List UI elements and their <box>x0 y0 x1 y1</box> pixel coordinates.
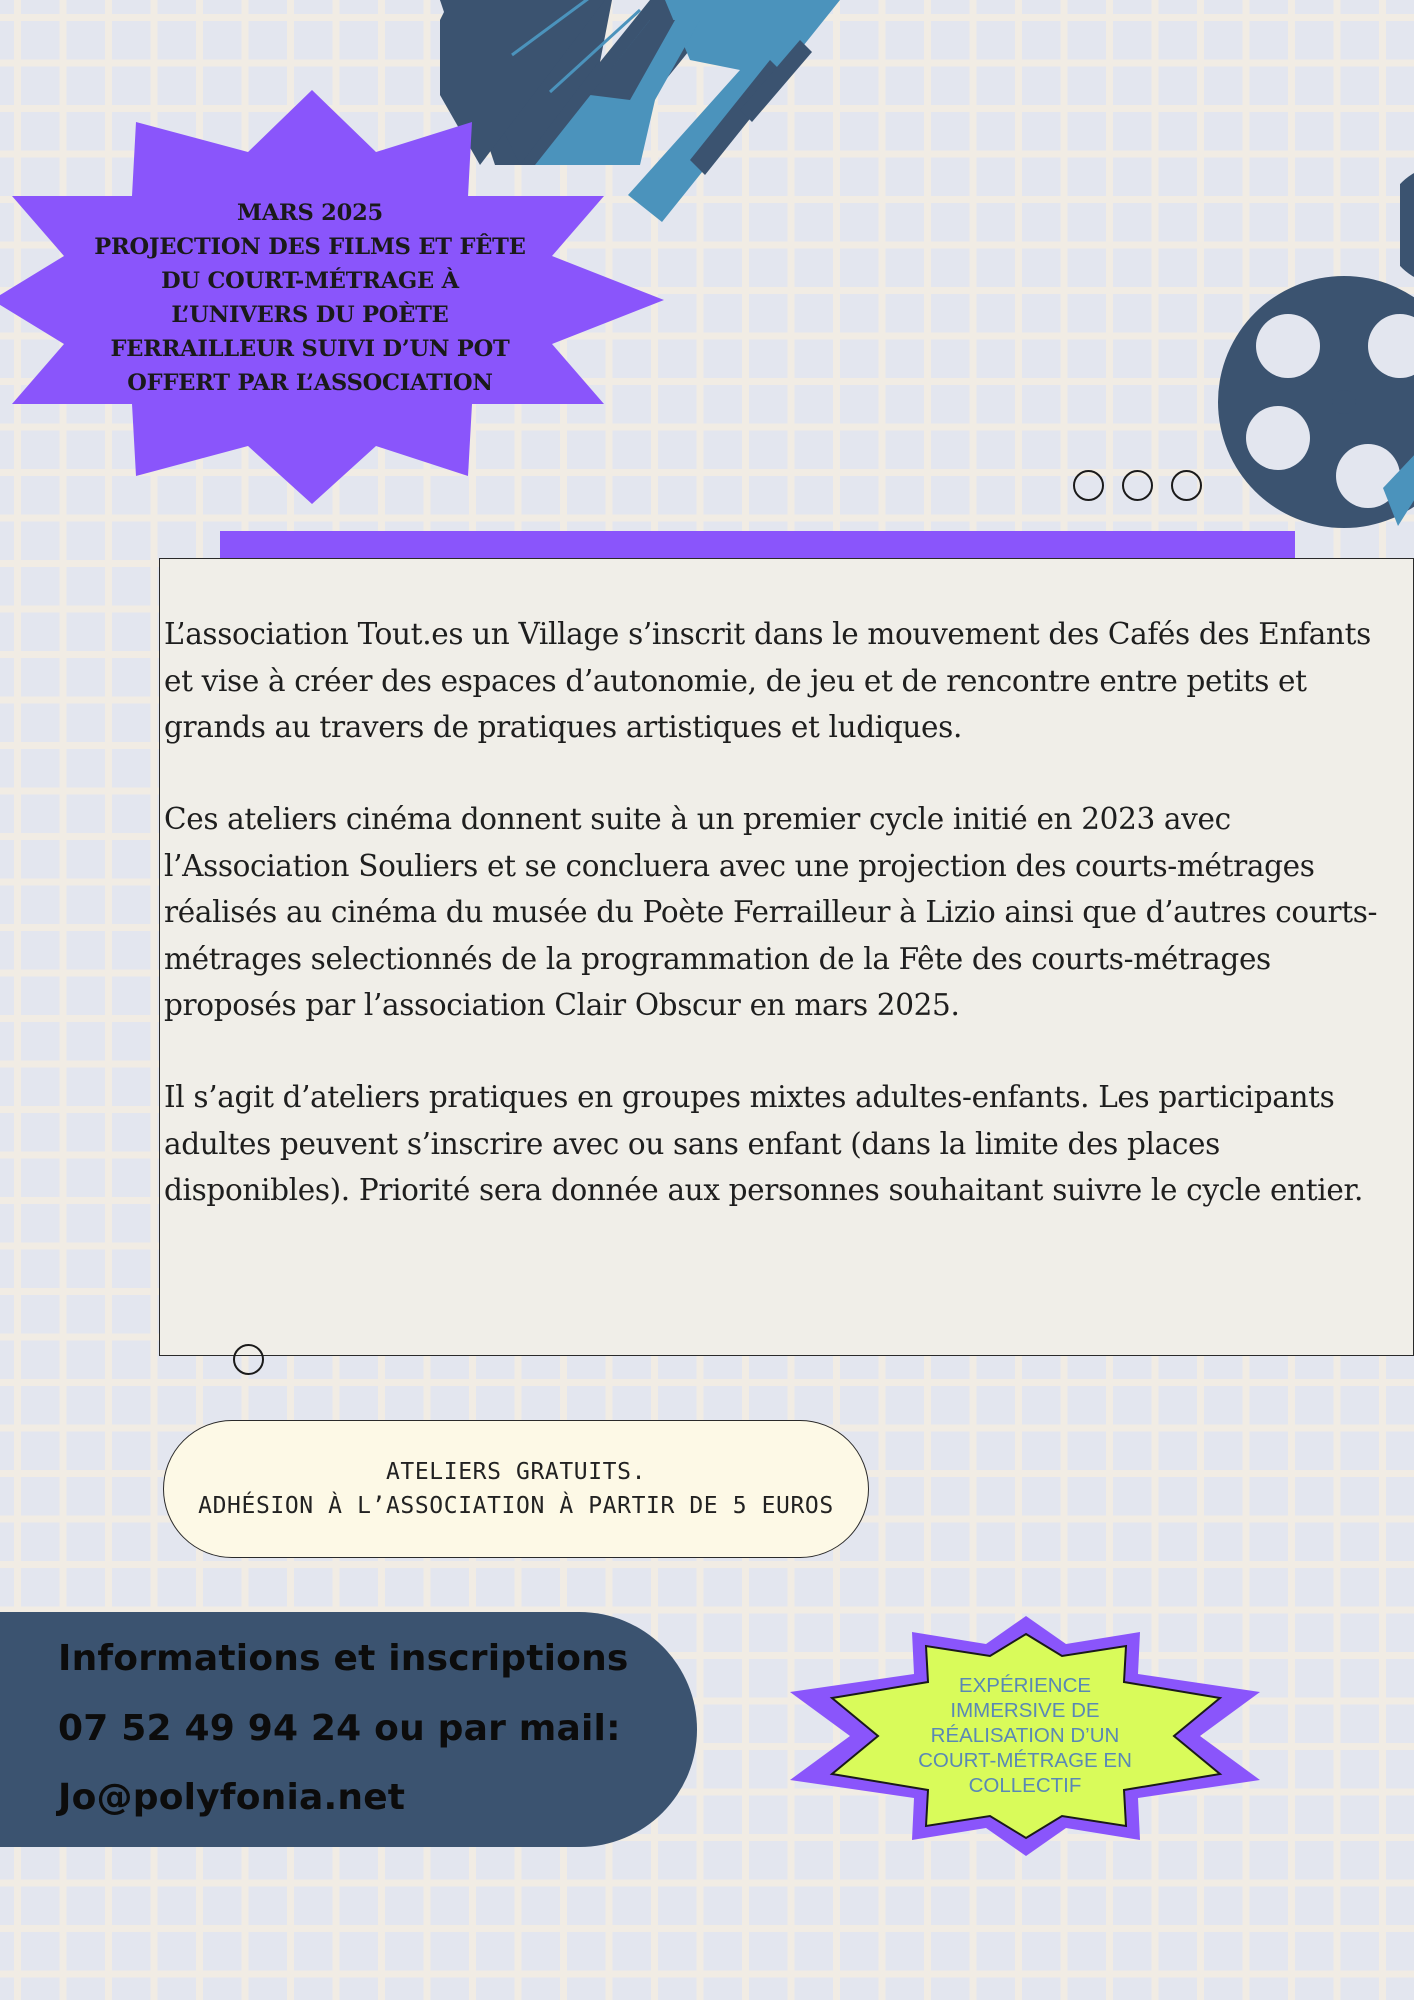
card-accent-bar <box>220 531 1295 559</box>
paragraph-cycle: Ces ateliers cinéma donnent suite à un premier cycle initié en 2023 avec l’Association Souliers et se concluera avec une projection des courts-métrages réalisés au cinéma du musée du Poète Ferrailleur à Lizio ainsi que d’autres courts-métrages selectionnés de la programmation de la Fête des courts-métrages proposés par l’association Clair Obscur en mars 2025. <box>164 802 1378 1022</box>
contact-phone[interactable]: 07 52 49 94 24 ou par mail: <box>58 1708 621 1749</box>
thought-dot <box>1171 470 1202 501</box>
experience-text: EXPÉRIENCE IMMERSIVE DE RÉALISATION D’UN COURT-MÉTRAGE EN COLLECTIF <box>918 1674 1132 1797</box>
film-reel-icon <box>1218 276 1414 534</box>
pricing-line-membership: ADHÉSION À L’ASSOCIATION À PARTIR DE 5 EUROS <box>198 1493 834 1519</box>
paragraph-intro: L’association Tout.es un Village s’inscrit dans le mouvement des Cafés des Enfants et vise à créer des espaces d’autonomie, de jeu et de rencontre entre petits et grands au travers de pratiques artistiques et ludiques. <box>164 617 1371 744</box>
contact-block <box>0 1612 697 1847</box>
event-announcement-text: MARS 2025 PROJECTION DES FILMS ET FÊTE DU COURT-MÉTRAGE À L’UNIVERS DU POÈTE FERRAILLEUR SUIVI D’UN POT OFFERT PAR L’ASSOCIATION <box>94 200 526 396</box>
paragraph-workshops: Il s’agit d’ateliers pratiques en groupes mixtes adultes-enfants. Les participants adultes peuvent s’inscrire avec ou sans enfant (dans la limite des places disponibles). Priorité sera donnée aux personnes souhaitant suivre le cycle entier. <box>164 1080 1364 1207</box>
pricing-line-free: ATELIERS GRATUITS. <box>385 1459 647 1485</box>
contact-email-link[interactable]: Jo@polyfonia.net <box>58 1777 406 1818</box>
contact-heading: Informations et inscriptions <box>58 1638 629 1679</box>
film-reel-partial-icon <box>1400 170 1414 280</box>
thought-dot <box>233 1344 264 1375</box>
pricing-pill <box>163 1420 869 1558</box>
thought-dot <box>1122 470 1153 501</box>
thought-dot <box>1073 470 1104 501</box>
description-card <box>159 558 1414 1356</box>
